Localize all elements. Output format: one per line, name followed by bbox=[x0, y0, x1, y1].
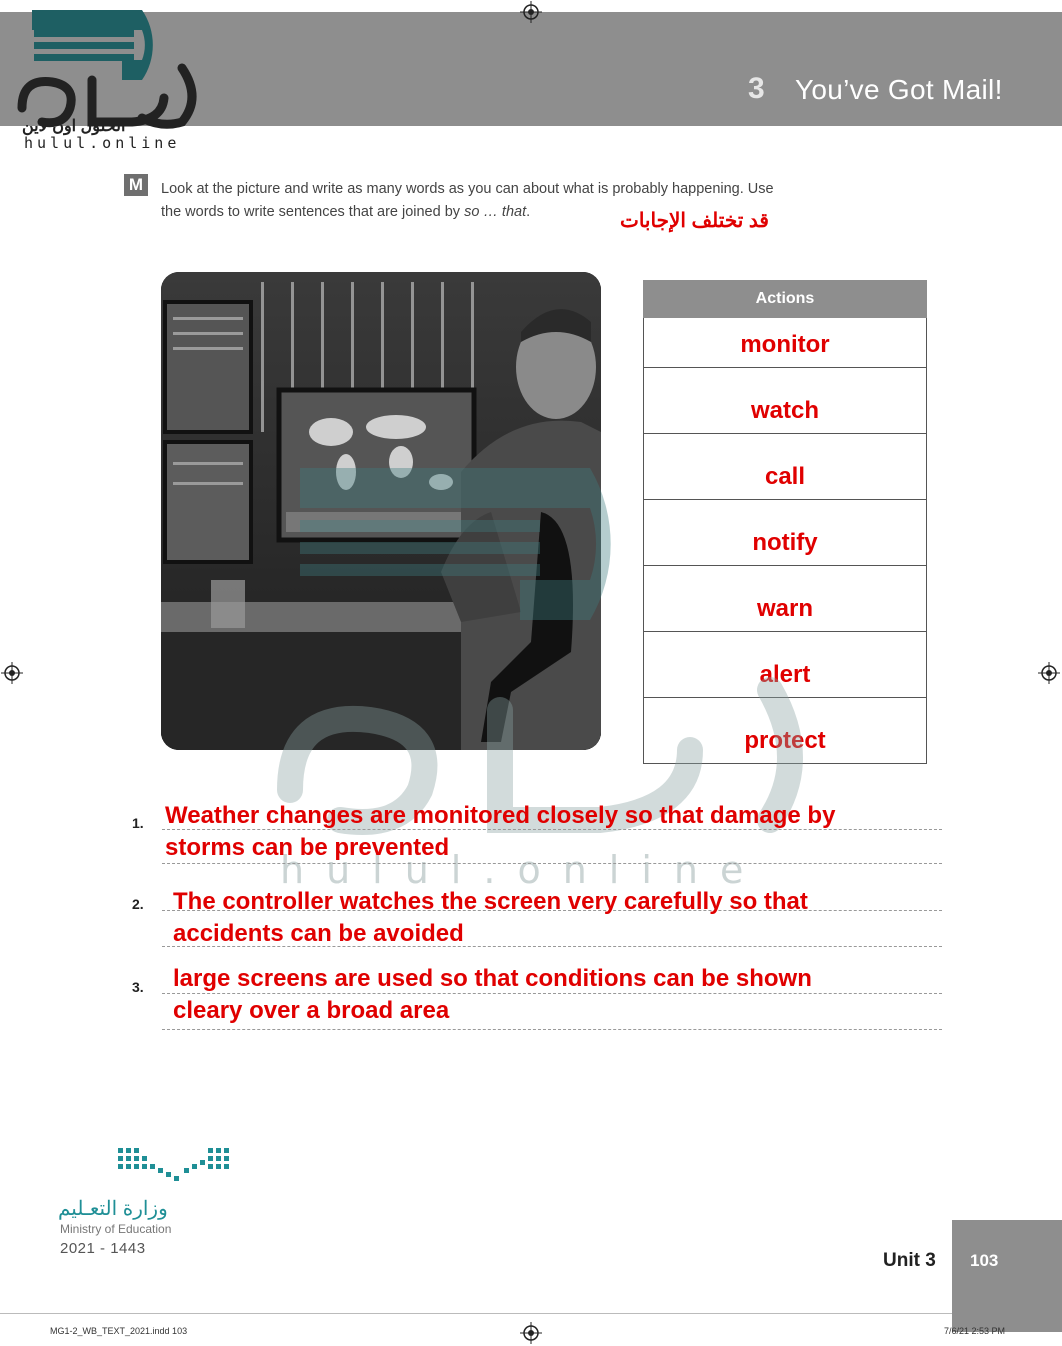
answer-text: Weather changes are monitored closely so that damage by bbox=[165, 802, 836, 829]
ministry-logo-icon bbox=[118, 1146, 238, 1186]
answer-text: accidents can be avoided bbox=[173, 920, 464, 947]
sentence-number: 3. bbox=[132, 979, 144, 995]
sentence-number: 2. bbox=[132, 896, 144, 912]
activity-badge: M bbox=[124, 174, 148, 196]
ministry-name-arabic: وزارة التعـليم bbox=[58, 1198, 168, 1220]
watermark-site-text: hulul.online bbox=[280, 848, 766, 892]
sentence-number: 1. bbox=[132, 815, 144, 831]
logo-site-text: hulul.online bbox=[24, 134, 181, 152]
action-word: call bbox=[644, 434, 927, 500]
unit-title: You’ve Got Mail! bbox=[795, 74, 1003, 105]
action-word: monitor bbox=[644, 318, 927, 368]
page-number-box bbox=[952, 1220, 1062, 1332]
action-word: alert bbox=[644, 632, 927, 698]
action-word: watch bbox=[644, 368, 927, 434]
action-word: protect bbox=[644, 698, 927, 764]
registration-mark-icon bbox=[1, 662, 23, 684]
file-info: MG1-2_WB_TEXT_2021.indd 103 bbox=[50, 1326, 188, 1336]
registration-mark-icon bbox=[520, 1322, 542, 1344]
registration-mark-icon bbox=[1038, 662, 1060, 684]
print-date: 7/6/21 2:53 PM bbox=[944, 1326, 1006, 1336]
actions-header: Actions bbox=[644, 281, 927, 318]
answer-text: cleary over a broad area bbox=[173, 997, 450, 1024]
answers-vary-note: قد تختلف الإجابات bbox=[620, 210, 769, 232]
ministry-name-english: Ministry of Education bbox=[60, 1222, 172, 1236]
page-number: 103 bbox=[970, 1251, 999, 1270]
academic-year: 2021 - 1443 bbox=[60, 1240, 146, 1257]
action-word: warn bbox=[644, 566, 927, 632]
logo-tagline: الحلول اون لاين bbox=[22, 118, 126, 135]
unit-label: Unit 3 bbox=[883, 1250, 936, 1271]
answer-text: storms can be prevented bbox=[165, 834, 450, 861]
instruction-line-1: Look at the picture and write as many words as you can about what is probably happening. Use bbox=[161, 181, 774, 197]
action-word: notify bbox=[644, 500, 927, 566]
instruction-line-2: the words to write sentences that are joined by so … that. bbox=[161, 204, 531, 220]
actions-table bbox=[643, 280, 927, 764]
control-room-photo bbox=[161, 272, 601, 750]
writing-line bbox=[162, 1029, 942, 1030]
writing-line bbox=[162, 993, 942, 994]
answer-text: large screens are used so that conditions can be shown bbox=[173, 965, 812, 992]
unit-number: 3 bbox=[748, 72, 765, 105]
bottom-trim-line bbox=[0, 1313, 1062, 1314]
answer-text: The controller watches the screen very carefully so that bbox=[173, 888, 808, 915]
writing-line bbox=[162, 863, 942, 864]
registration-mark-icon bbox=[520, 1, 542, 23]
